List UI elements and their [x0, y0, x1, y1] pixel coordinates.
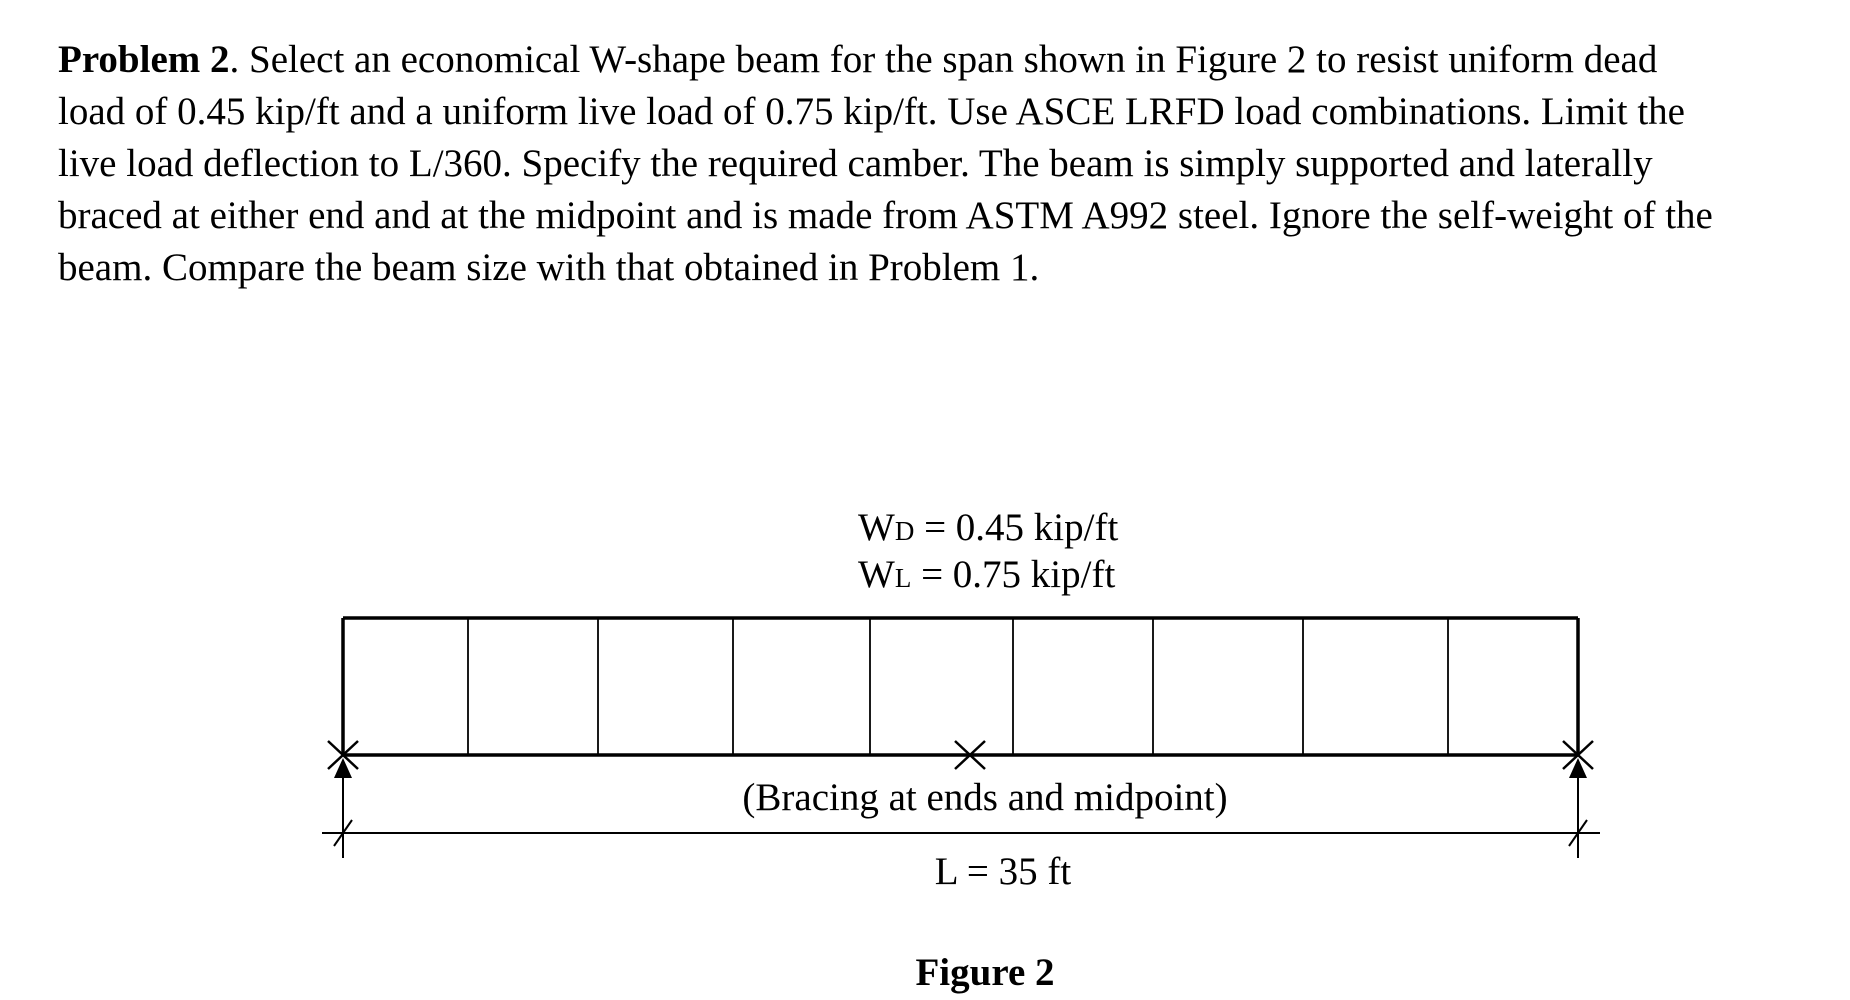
- dead-load-symbol: W: [858, 506, 895, 549]
- live-load-symbol: W: [858, 553, 895, 596]
- live-load-label: [858, 553, 1115, 596]
- problem-text-1: . Select an economical W-shape beam for the span shown in Figure 2 to resist uniform dead: [229, 38, 1658, 81]
- problem-line-3: live load deflection to L/360. Specify the required camber. The beam is simply supported and laterally: [58, 142, 1653, 185]
- span-dimension-line: [322, 820, 1600, 846]
- bracing-note: (Bracing at ends and midpoint): [742, 776, 1228, 819]
- problem-line-4: braced at either end and at the midpoint and is made from ASTM A992 steel. Ignore the self-weight of the: [58, 194, 1713, 237]
- distributed-load-block: [343, 618, 1578, 755]
- problem-label: Problem 2: [58, 38, 230, 81]
- figure-caption: Figure 2: [915, 951, 1055, 994]
- live-load-value: = 0.75 kip/ft: [911, 553, 1116, 596]
- span-label: L = 35 ft: [934, 850, 1072, 893]
- problem-line-5: beam. Compare the beam size with that obtained in Problem 1.: [58, 246, 1040, 289]
- dead-load-label: [858, 506, 1118, 549]
- live-load-subscript: L: [894, 563, 912, 593]
- problem-line-2: load of 0.45 kip/ft and a uniform live load of 0.75 kip/ft. Use ASCE LRFD load combinations. Limit the: [58, 90, 1685, 133]
- dead-load-value: = 0.45 kip/ft: [914, 506, 1119, 549]
- dead-load-subscript: D: [894, 516, 915, 546]
